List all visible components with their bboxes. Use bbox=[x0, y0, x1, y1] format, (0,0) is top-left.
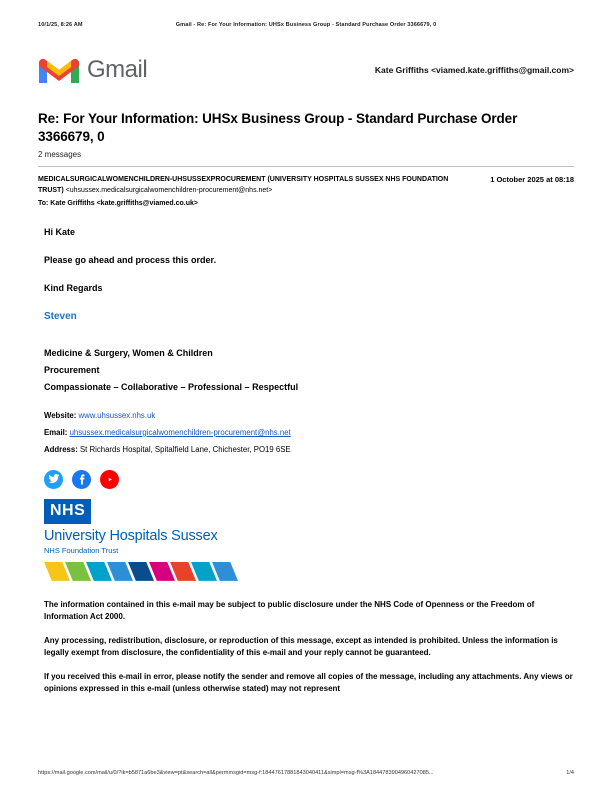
signature-team: Procurement bbox=[44, 364, 100, 375]
message-date: 1 October 2025 at 08:18 bbox=[490, 175, 574, 185]
sender-address: <uhsussex.medicalsurgicalwomenchildren-procurement@nhs.net> bbox=[65, 186, 273, 194]
print-header-title: Gmail - Re: For Your Information: UHSx Business Group - Standard Purchase Order 3366679, 0 bbox=[175, 22, 437, 28]
signature-values: Compassionate – Collaborative – Professional – Respectful bbox=[44, 381, 299, 392]
message-header bbox=[38, 175, 574, 208]
message-body bbox=[44, 227, 574, 695]
email-link[interactable]: uhsussex.medicalsurgicalwomenchildren-procurement@nhs.net bbox=[69, 427, 291, 437]
disclaimer-paragraph-1: The information contained in this e-mail may be subject to public disclosure under the NHS Code of Openness or the Freedom of Information Act 2000. bbox=[44, 599, 535, 621]
brand-row bbox=[38, 50, 574, 90]
footer-url: https://mail.google.com/mail/u/0/?ik=b5871a6be3&view=pt&search=all&permmsgid=msg-f:18447617881843040411&simpl=msg-f%3A1844783904960427085... bbox=[38, 770, 434, 776]
recipient-line: To: Kate Griffiths <kate.griffiths@viamed.co.uk> bbox=[38, 199, 198, 207]
gmail-m-icon bbox=[38, 54, 80, 86]
facebook-icon[interactable] bbox=[72, 470, 91, 489]
disclaimer-paragraph-2: Any processing, redistribution, disclosure, or reproduction of this message, except as intended is prohibited. Unless the information is legally exempt from disclosure, the confidentiality of this e-mail and your reply cannot be guaranteed. bbox=[44, 635, 558, 657]
print-header-datetime: 10/1/25, 8:26 AM bbox=[38, 22, 83, 28]
legal-disclaimer bbox=[44, 599, 574, 695]
nhs-brand-block bbox=[44, 499, 574, 581]
website-label: Website: bbox=[44, 410, 77, 420]
chevron-graphic bbox=[44, 562, 259, 581]
signature-department: Medicine & Surgery, Women & Children bbox=[44, 347, 213, 358]
signature-spacer bbox=[44, 399, 574, 411]
footer-page-number: 1/4 bbox=[566, 770, 574, 776]
sender-block bbox=[38, 175, 468, 208]
trust-name: University Hospitals Sussex bbox=[44, 527, 218, 544]
website-link[interactable]: www.uhsussex.nhs.uk bbox=[78, 410, 156, 420]
signature-website bbox=[44, 411, 574, 420]
body-greeting: Hi Kate bbox=[44, 226, 76, 237]
sender-name: MEDICALSURGICALWOMENCHILDREN-UHSUSSEXPROCUREMENT (UNIVERSITY HOSPITALS SUSSEX NHS FOUNDATION TRUST) bbox=[38, 176, 449, 194]
signature-email bbox=[44, 428, 574, 437]
twitter-icon[interactable] bbox=[44, 470, 63, 489]
print-header bbox=[38, 0, 574, 28]
divider bbox=[38, 166, 574, 167]
gmail-wordmark: Gmail bbox=[87, 56, 148, 83]
body-paragraph: Please go ahead and process this order. bbox=[44, 254, 217, 265]
disclaimer-paragraph-3: If you received this e-mail in error, please notify the sender and remove all copies of the message, including any attachments. Any views or opinions expressed in this e-mail (unless otherwise stated) may not represent bbox=[44, 671, 573, 693]
account-identity: Kate Griffiths <viamed.kate.griffiths@gmail.com> bbox=[374, 65, 574, 75]
trust-subtitle: NHS Foundation Trust bbox=[44, 545, 119, 555]
gmail-logo bbox=[38, 54, 147, 86]
message-count: 2 messages bbox=[38, 150, 82, 160]
address-value: St Richards Hospital, Spitalfield Lane, Chichester, PO19 6SE bbox=[79, 444, 291, 454]
print-footer bbox=[38, 770, 574, 776]
email-label: Email: bbox=[44, 427, 68, 437]
social-links bbox=[44, 470, 574, 489]
address-label: Address: bbox=[44, 444, 78, 454]
nhs-logo: NHS bbox=[44, 499, 91, 524]
signature-address bbox=[44, 445, 574, 454]
body-signoff: Kind Regards bbox=[44, 282, 103, 293]
email-subject: Re: For Your Information: UHSx Business Group - Standard Purchase Order 3366679, 0 bbox=[38, 111, 518, 145]
youtube-icon[interactable] bbox=[100, 470, 119, 489]
signature-sender-name: Steven bbox=[44, 310, 77, 322]
